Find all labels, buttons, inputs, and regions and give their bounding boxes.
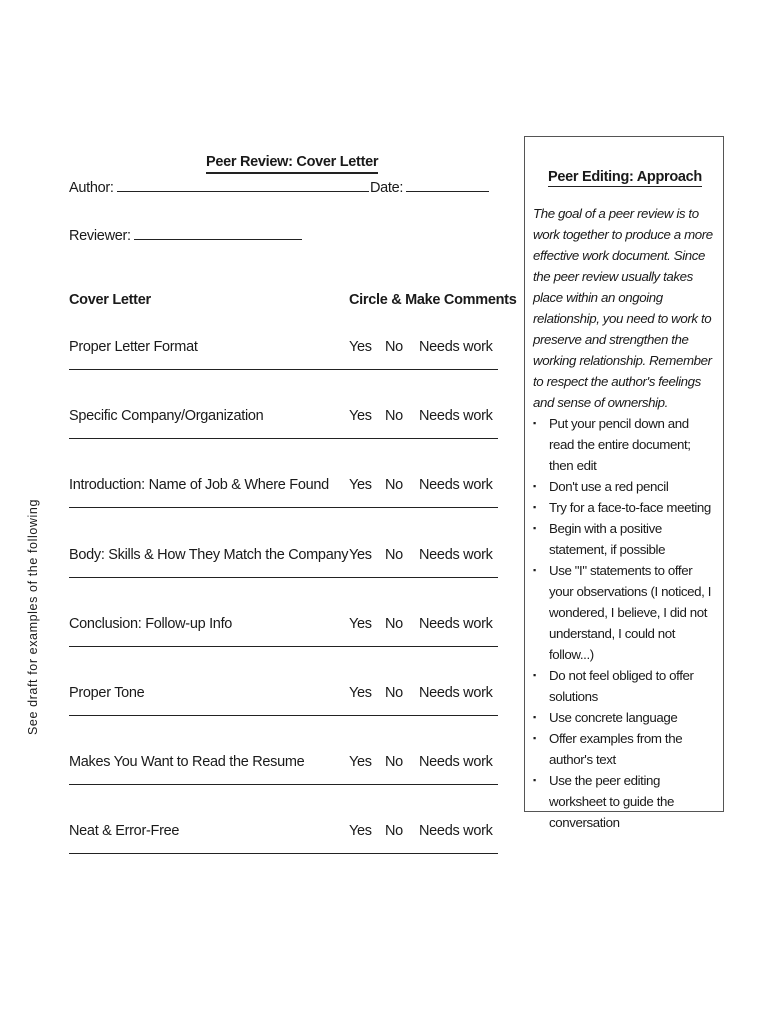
criterion-row: [69, 547, 499, 616]
criterion-label: Introduction: Name of Job & Where Found: [69, 477, 329, 493]
option-no[interactable]: No: [385, 339, 403, 355]
criterion-label: Proper Letter Format: [69, 339, 198, 355]
criterion-label: Neat & Error-Free: [69, 823, 180, 839]
date-field[interactable]: [406, 177, 489, 192]
option-no[interactable]: No: [385, 477, 403, 493]
option-needs-work[interactable]: Needs work: [419, 754, 493, 770]
comment-line[interactable]: [69, 507, 498, 508]
option-yes[interactable]: Yes: [349, 477, 372, 493]
criterion-row: [69, 685, 499, 754]
tip-text: Use the peer editing worksheet to guide the conversation: [549, 773, 674, 830]
bullet-icon: ▪: [533, 712, 536, 722]
date-label: Date:: [370, 180, 404, 196]
option-needs-work[interactable]: Needs work: [419, 823, 493, 839]
comment-line[interactable]: [69, 577, 498, 578]
bullet-icon: ▪: [533, 775, 536, 785]
criterion-label: Conclusion: Follow-up Info: [69, 616, 233, 632]
option-no[interactable]: No: [385, 685, 403, 701]
bullet-icon: ▪: [533, 565, 536, 575]
criterion-row: [69, 339, 499, 408]
tip-text: Try for a face-to-face meeting: [549, 500, 711, 515]
reviewer-row: [69, 225, 302, 244]
approach-title: [533, 169, 717, 185]
criterion-label: Proper Tone: [69, 685, 145, 701]
column-header-cover-letter: Cover Letter: [69, 292, 151, 308]
option-needs-work[interactable]: Needs work: [419, 408, 493, 424]
approach-panel: [524, 136, 724, 830]
tip-text: Put your pencil down and read the entire document; then edit: [549, 416, 691, 473]
criterion-row: [69, 408, 499, 477]
option-yes[interactable]: Yes: [349, 754, 372, 770]
option-needs-work[interactable]: Needs work: [419, 616, 493, 632]
tip-text: Use "I" statements to offer your observations (I noticed, I wondered, I believe, I did not understand, I could not follow...): [549, 563, 712, 662]
bullet-icon: ▪: [533, 733, 536, 743]
option-yes[interactable]: Yes: [349, 685, 372, 701]
comment-line[interactable]: [69, 784, 498, 785]
criterion-label: Specific Company/Organization: [69, 408, 264, 424]
list-item: [533, 476, 717, 497]
tip-text: Offer examples from the author's text: [549, 731, 683, 767]
tip-text: Use concrete language: [549, 710, 678, 725]
column-header-comments: Circle & Make Comments: [349, 292, 517, 308]
option-no[interactable]: No: [385, 823, 403, 839]
approach-intro: The goal of a peer review is to work together to produce a more effective work document. Since the peer review usually takes place within an ongoing relationship, you need to work to preserve and strengthen the working relationship. Remember to respect the author's feelings and sense of ownership.: [533, 206, 713, 410]
option-yes[interactable]: Yes: [349, 547, 372, 563]
criterion-row: [69, 477, 499, 546]
option-yes[interactable]: Yes: [349, 339, 372, 355]
approach-title-text: Peer Editing: Approach: [548, 169, 702, 185]
bullet-icon: ▪: [533, 523, 536, 533]
option-needs-work[interactable]: Needs work: [419, 477, 493, 493]
comment-line[interactable]: [69, 438, 498, 439]
comment-line[interactable]: [69, 369, 498, 370]
criterion-row: [69, 616, 499, 685]
option-no[interactable]: No: [385, 616, 403, 632]
reviewer-label: Reviewer:: [69, 228, 131, 244]
list-item: [533, 728, 717, 770]
tip-text: Do not feel obliged to offer solutions: [549, 668, 694, 704]
option-needs-work[interactable]: Needs work: [419, 339, 493, 355]
comment-line[interactable]: [69, 646, 498, 647]
date-row: [370, 177, 489, 196]
bullet-icon: ▪: [533, 418, 536, 428]
list-item: [533, 707, 717, 728]
author-field[interactable]: [117, 177, 369, 192]
list-item: [533, 518, 717, 560]
list-item: [533, 497, 717, 518]
option-yes[interactable]: Yes: [349, 823, 372, 839]
reviewer-field[interactable]: [134, 225, 302, 240]
criterion-row: [69, 754, 499, 823]
criterion-label: Body: Skills & How They Match the Company: [69, 547, 349, 563]
comment-line[interactable]: [69, 853, 498, 854]
list-item: [533, 770, 717, 833]
criterion-label: Makes You Want to Read the Resume: [69, 754, 305, 770]
author-row: [69, 177, 369, 196]
page-title: Peer Review: Cover Letter: [206, 154, 378, 174]
tip-text: Begin with a positive statement, if possible: [549, 521, 666, 557]
list-item: [533, 665, 717, 707]
option-needs-work[interactable]: Needs work: [419, 685, 493, 701]
option-yes[interactable]: Yes: [349, 408, 372, 424]
option-no[interactable]: No: [385, 408, 403, 424]
bullet-icon: ▪: [533, 670, 536, 680]
option-no[interactable]: No: [385, 547, 403, 563]
bullet-icon: ▪: [533, 502, 536, 512]
option-needs-work[interactable]: Needs work: [419, 547, 493, 563]
list-item: [533, 560, 717, 665]
author-label: Author:: [69, 180, 114, 196]
tip-text: Don't use a red pencil: [549, 479, 669, 494]
criterion-row: [69, 823, 499, 892]
approach-tips: [533, 413, 717, 833]
side-note: See draft for examples of the following: [26, 498, 40, 735]
list-item: [533, 413, 717, 476]
comment-line[interactable]: [69, 715, 498, 716]
option-yes[interactable]: Yes: [349, 616, 372, 632]
option-no[interactable]: No: [385, 754, 403, 770]
bullet-icon: ▪: [533, 481, 536, 491]
